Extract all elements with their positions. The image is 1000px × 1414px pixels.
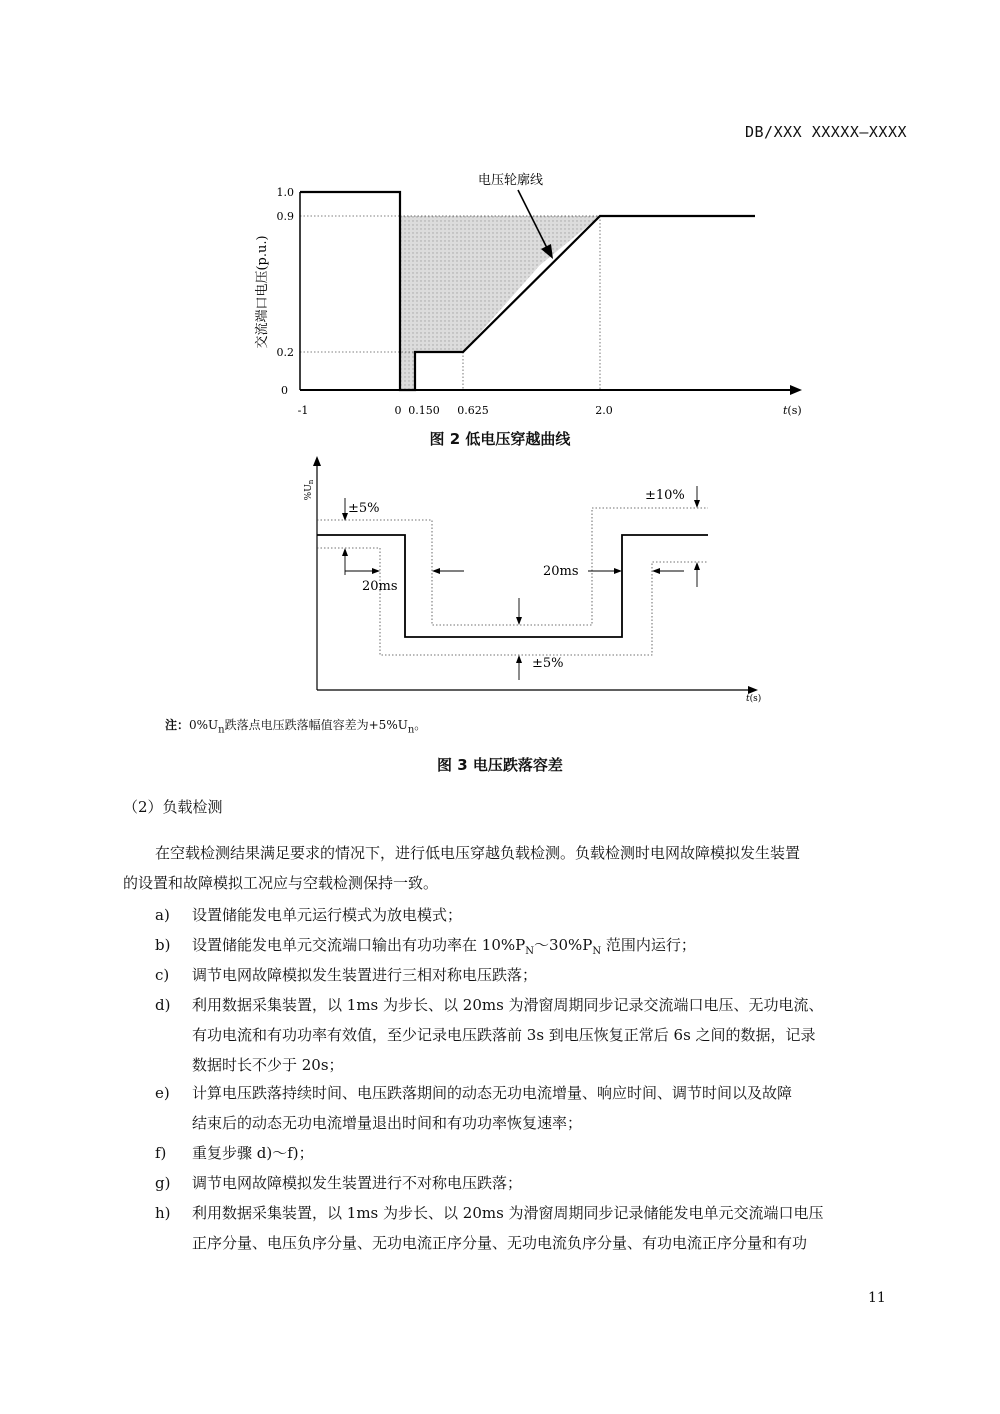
figure-3-note: 注：$0\%U_n$跌落点电压跌落幅值容差为$+5\%U_n$。 [165,718,427,736]
figure-2-lvrt-curve [240,160,840,420]
list-item-f: f) 重复步骤 d)～f)； [155,1144,314,1162]
x-tick-0150: 0.150 [408,404,440,417]
list-item-e: e) 计算电压跌落持续时间、电压跌落期间的动态无功电流增量、响应时间、调节时间以及故障 结束后的动态无功电流增量退出时间和有功功率恢复速率； [155,1084,793,1132]
figure-2-caption: 图 2 低电压穿越曲线 [429,430,571,448]
tol-top-left: ±5% [348,501,380,516]
tol-bottom: ±5% [532,656,564,671]
list-item-h: h) 利用数据采集装置，以 1ms 为步长、以 20ms 为滑窗周期同步记录储能发电单元交流端口电压 正序分量、电压负序分量、无功电流正序分量、无功电流负序分量、有功电流正序分量和有功 [155,1204,824,1252]
x-axis-label: t(s) [783,404,802,417]
paragraph-line-2: 的设置和故障模拟工况应与空载检测保持一致。 [123,874,439,892]
y-axis-label: 交流端口电压(p.u.) [255,235,270,349]
y-tick-1: 1.0 [276,186,294,199]
tol-top-right: ±10% [645,488,685,503]
doc-code: DB/XXX XXXXX—XXXX [745,123,908,141]
x-axis-label: t(s) [746,694,762,704]
x-tick-neg1: -1 [297,404,309,417]
figure-3-caption: 图 3 电压跌落容差 [437,756,563,774]
list-item-d: d) 利用数据采集装置，以 1ms 为步长、以 20ms 为滑窗周期同步记录交流端口电压、无功电流、 有功电流和有功功率有效值，至少记录电压跌落前 3s 到电压恢复正常后 6s 之间的数据，记录 数据时长不少于 20s； [155,996,824,1074]
list-item-c: c) 调节电网故障模拟发生装置进行三相对称电压跌落； [155,966,538,984]
list-item-g: g) 调节电网故障模拟发生装置进行不对称电压跌落； [155,1174,523,1192]
y-tick-0-2: 0.2 [276,346,294,359]
time-right: 20ms [543,564,579,579]
list-item-b: b) 设置储能发电单元交流端口输出有功功率在 $10\%P_N\sim 30\%P_N$ 范围内运行； [155,936,696,957]
section-title: （2）负载检测 [123,798,223,816]
time-left: 20ms [362,579,398,594]
figure-3-voltage-dip-tolerance [290,455,780,705]
paragraph-line-1: 在空载检测结果满足要求的情况下，进行低电压穿越负载检测。负载检测时电网故障模拟发生装置 [155,844,801,862]
y-tick-0: 0 [281,384,288,397]
x-tick-0: 0 [394,404,402,417]
y-tick-0-9: 0.9 [276,210,294,223]
x-tick-0625: 0.625 [457,404,489,417]
list-item-a: a) 设置储能发电单元运行模式为放电模式； [155,906,463,924]
y-axis-label: $\%U_n$ [304,479,315,501]
page-number: 11 [868,1290,886,1306]
curve-label: 电压轮廓线 [478,173,544,188]
shaded-region [400,216,600,390]
x-tick-2: 2.0 [595,404,613,417]
